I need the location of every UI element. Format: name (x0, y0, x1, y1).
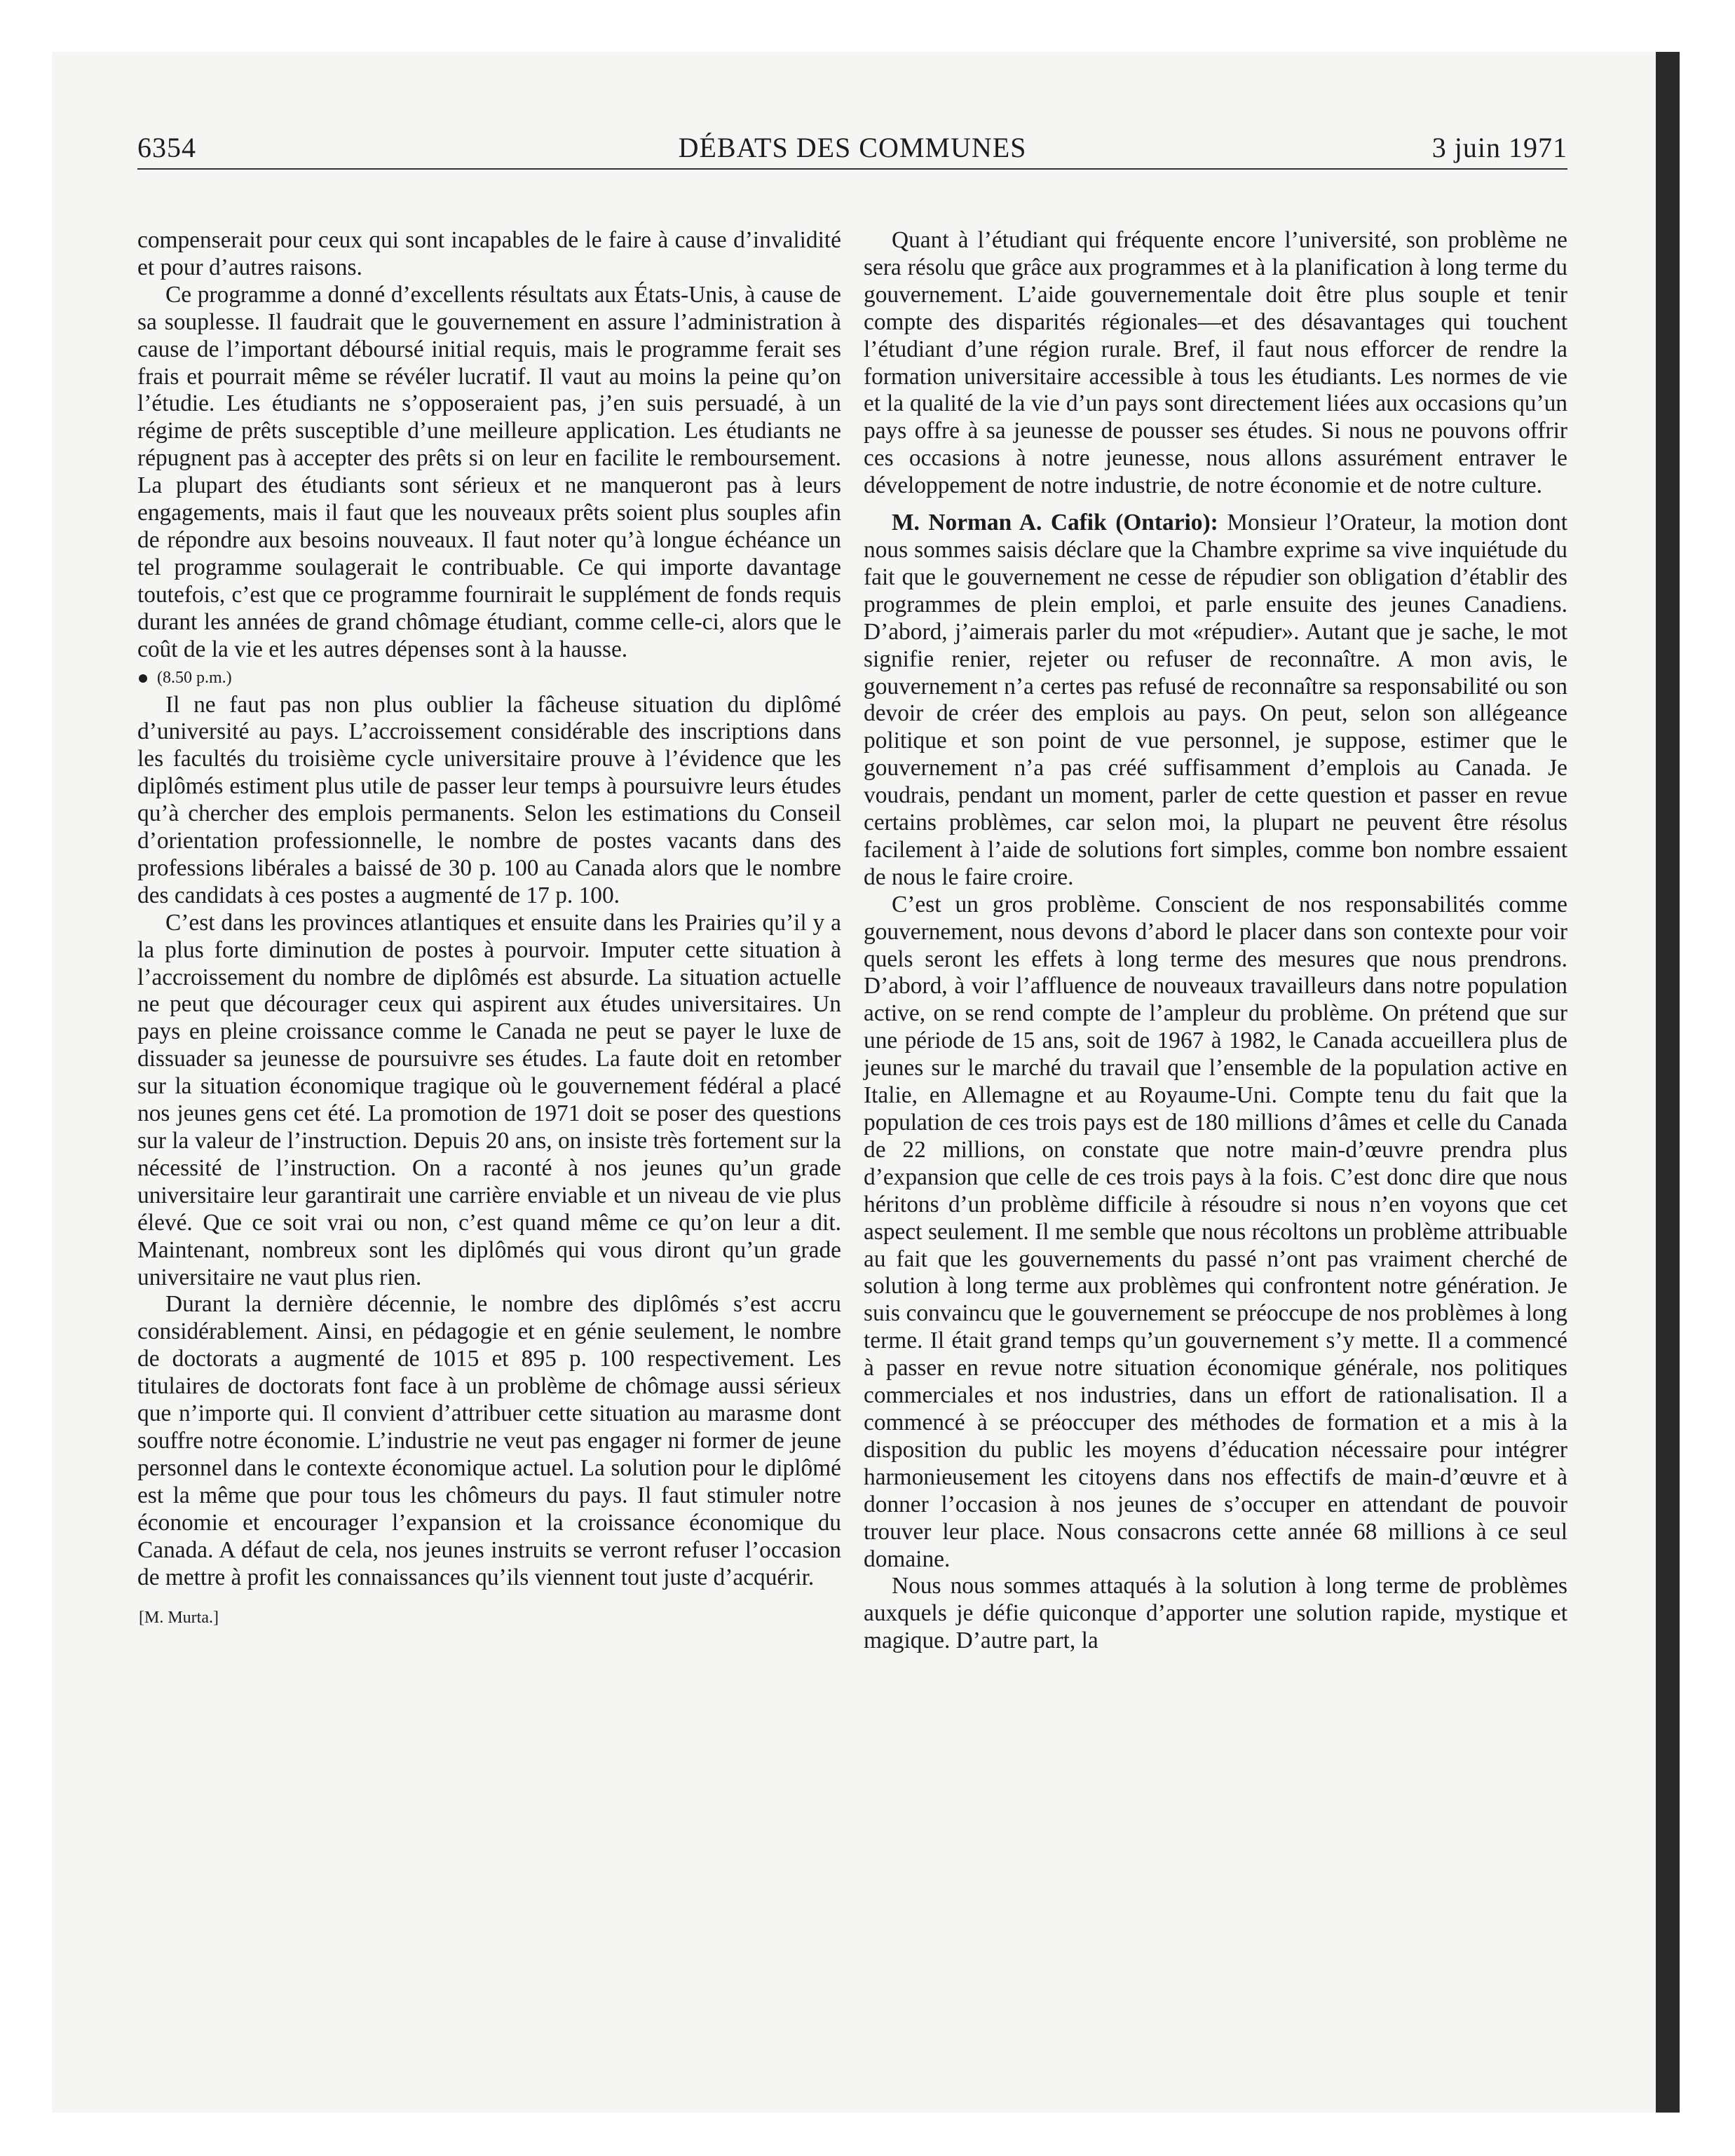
paragraph: Quant à l’étudiant qui fréquente encore l’université, son problème ne sera résolu que grâce aux programmes et à la planification à long terme du gouvernement. L’aide gouvernementale doit être plus souple et tenir compte des disparités régionales—et des désavantages qui touchent l’étudiant d’une région rurale. Bref, il faut nous efforcer de rendre la formation universitaire accessible à tous les étudiants. Les normes de vie et la qualité de la vie d’un pays sont directement liées aux occasions qu’un pays offre à sa jeunesse de pousser ses études. Si nous ne pouvons offrir ces occasions à notre jeunesse, nous allons assurément entraver le développement de notre industrie, de notre économie et de notre culture. (864, 227, 1567, 499)
publication-title: DÉBATS DES COMMUNES (678, 132, 1027, 163)
speaker-name: M. Norman A. Cafik (Ontario): (892, 510, 1218, 536)
paragraph: C’est un gros problème. Conscient de nos responsabilités comme gouvernement, nous devons d’abord le placer dans son contexte pour voir quels seront les effets à long terme des mesures que nous prendrons. D’abord, à voir l’affluence de nouveaux travailleurs dans notre population active, on se rend compte de l’ampleur du problème. On prétend que sur une période de 15 ans, soit de 1967 à 1982, le Canada accueillera plus de jeunes sur le marché du travail que l’ensemble de la population active en Italie, en Allemagne et au Royaume-Uni. Compte tenu du fait que la population de ces trois pays est de 180 millions d’âmes et celle du Canada de 22 millions, on constate que notre main-d’œuvre prendra plus d’expansion que celle de ces trois pays à la fois. C’est donc dire que nous héritons d’un problème difficile à résoudre si nous n’en voyons que cet aspect seulement. Il me semble que nous récoltons un problème attribuable au fait que les gouvernements du passé n’ont pas vraiment cherché de solution à long terme aux problèmes qui confrontent notre génération. Je suis convaincu que le gouvernement se préoccupe de nos problèmes à long terme. Il était grand temps qu’un gouvernement s’y mette. Il a commencé à passer en revue notre situation économique générale, nos politiques commerciales et nos industries, dans un effort de rationalisation. Il a commencé à se préoccuper des méthodes de formation et a mis à la disposition du public les moyens d’éducation nécessaire pour intégrer harmonieusement les citoyens dans nos effectifs de main-d’œuvre et à donner l’occasion à nos jeunes de s’occuper en attendant de pouvoir trouver leur place. Nous consacrons cette année 68 millions à ce seul domaine. (864, 891, 1567, 1572)
speech-paragraph (864, 510, 1567, 892)
time-marker (139, 664, 841, 692)
time-marker-text: (8.50 p.m.) (157, 668, 232, 687)
scan-edge-shadow (1656, 52, 1680, 2113)
bullet-dot-icon (139, 674, 147, 683)
paragraph: C’est dans les provinces atlantiques et ensuite dans les Prairies qu’il y a la plus forte diminution de postes à pourvoir. Imputer cette situation à l’accroissement du nombre de diplômés est absurde. La situation actuelle ne peut que décourager ceux qui aspirent aux études universitaires. Un pays en pleine croissance comme le Canada ne peut se payer le luxe de dissuader sa jeunesse de poursuivre ses études. La faute doit en retomber sur la situation économique tragique où le gouvernement fédéral a placé nos jeunes gens cet été. La promotion de 1971 doit se poser des questions sur la valeur de l’instruction. Depuis 20 ans, on insiste très fortement sur la nécessité de l’instruction. On a raconté à nos jeunes qu’un grade universitaire leur garantirait une carrière enviable et un niveau de vie plus élevé. Que ce soit vrai ou non, c’est quand même ce qu’on leur a dit. Maintenant, nombreux sont les diplômés qui vous diront qu’un grade universitaire ne vaut plus rien. (137, 909, 841, 1290)
right-column (864, 227, 1567, 1655)
speech-text: Monsieur l’Orateur, la motion dont nous sommes saisis déclare que la Chambre exprime sa vive inquiétude du fait que le gouvernement ne cesse de répudier son obligation d’établir des programmes de plein emploi, et parle ensuite des jeunes Canadiens. D’abord, j’aimerais parler du mot «répudier». Autant que je sache, le mot signifie renier, rejeter ou refuser de reconnaître. A mon avis, le gouvernement n’a certes pas refusé de reconnaître sa responsabilité ou son devoir de créer des emplois au pays. On peut, selon son allégeance politique et son point de vue personnel, je suppose, estimer que le gouvernement n’a pas créé suffisamment d’emplois au Canada. Je voudrais, pendant un moment, parler de cette question et passer en revue certains problèmes, car selon moi, la plupart ne peuvent être résolus facilement à l’aide de solutions fort simples, comme bon nombre essaient de nous le faire croire. (864, 510, 1567, 890)
paragraph: Nous nous sommes attaqués à la solution à long terme de problèmes auxquels je défie quiconque d’apporter une solution rapide, mystique et magique. D’autre part, la (864, 1573, 1567, 1654)
page-date: 3 juin 1971 (1431, 132, 1567, 163)
paragraph: Ce programme a donné d’excellents résultats aux États-Unis, à cause de sa souplesse. Il faudrait que le gouvernement en assure l’administration à cause de l’important déboursé initial requis, mais le programme ferait ses frais et pourrait même se révéler lucratif. Il vaut au moins la peine qu’on l’étudie. Les étudiants ne s’opposeraient pas, j’en suis persuadé, à un régime de prêts susceptible d’une meilleure application. Les étudiants ne répugnent pas à accepter des prêts si on leur en facilite le remboursement. La plupart des étudiants sont sérieux et ne manqueront pas à leurs engagements, mais il faut que les nouveaux prêts soient plus souples afin de répondre aux besoins nouveaux. Il faut noter qu’à longue échéance un tel programme soulagerait le contribuable. Ce qui importe davantage toutefois, c’est que ce programme fournirait le supplément de fonds requis durant les années de grand chômage étudiant, comme celle-ci, alors que le coût de la vie et les autres dépenses sont à la hausse. (137, 281, 841, 662)
page-number: 6354 (137, 132, 196, 163)
page-header (137, 128, 1567, 170)
paragraph: Durant la dernière décennie, le nombre des diplômés s’est accru considérablement. Ainsi, en pédagogie et en génie seulement, le nombre de doctorats a augmenté de 1015 et 895 p. 100 respectivement. Les titulaires de doctorats font face à un problème de chômage aussi sérieux que n’importe qui. Il convient d’attribuer cette situation au marasme dont souffre notre économie. L’industrie ne veut pas engager ni former de jeune personnel dans le contexte économique actuel. La solution pour le diplômé est la même que pour tous les chômeurs du pays. Il faut stimuler notre économie et encourager l’expansion et la croissance économique du Canada. A défaut de cela, nos jeunes instruits se verront refuser l’occasion de mettre à profit les connaissances qu’ils viennent tout juste d’acquérir. (137, 1291, 841, 1590)
paragraph: compenserait pour ceux qui sont incapables de le faire à cause d’invalidité et pour d’autres raisons. (137, 227, 841, 280)
left-column (137, 227, 841, 1629)
paragraph: Il ne faut pas non plus oublier la fâcheuse situation du diplômé d’université au pays. L’accroissement considérable des inscriptions dans les facultés du troisième cycle universitaire prouve à l’évidence que les diplômés estiment plus utile de passer leur temps à poursuivre leurs études qu’à chercher des emplois permanents. Selon les estimations du Conseil d’orientation professionnelle, le nombre de postes vacants dans des professions libérales a baissé de 30 p. 100 au Canada alors que le nombre des candidats à ces postes a augmenté de 17 p. 100. (137, 691, 841, 908)
speaker-attribution: [M. Murta.] (139, 1609, 219, 1628)
